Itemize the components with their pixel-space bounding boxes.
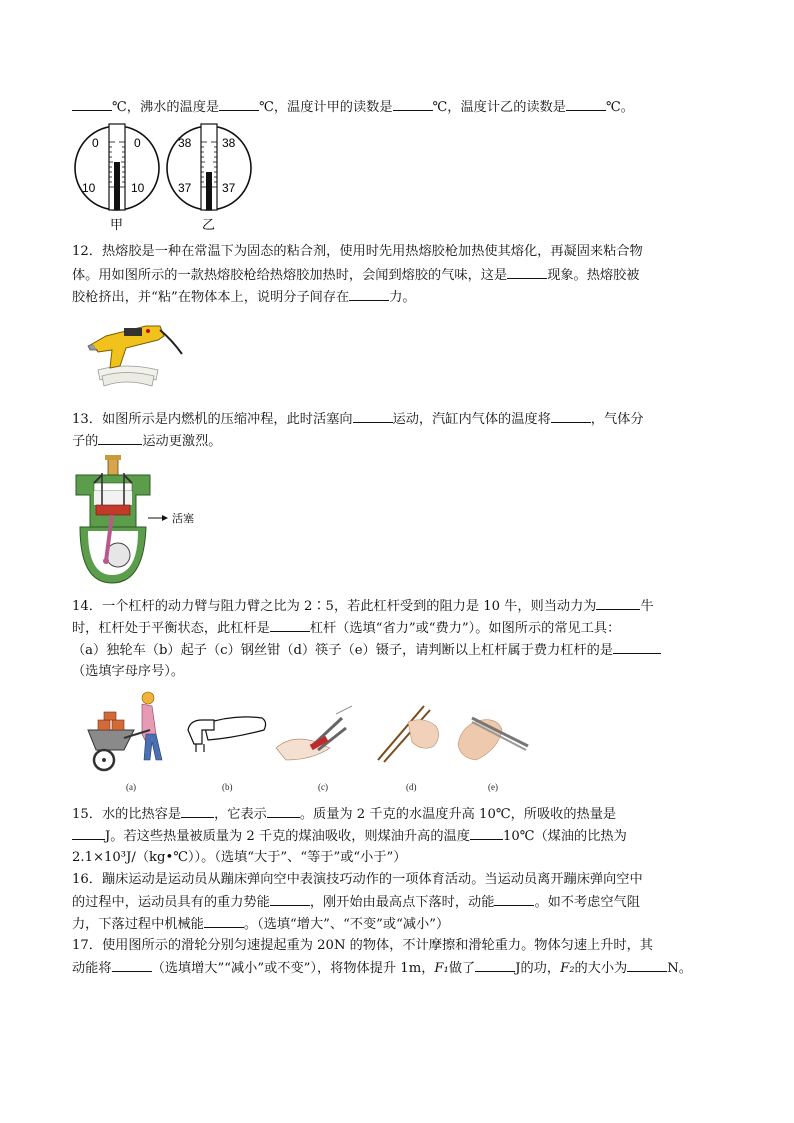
answer-blank[interactable]: [353, 410, 393, 423]
answer-blank[interactable]: [596, 597, 640, 610]
thermometer-jia: [75, 124, 159, 233]
caption-d: (d): [406, 782, 417, 792]
caption-e: (e): [488, 782, 498, 792]
chopsticks-figure: [374, 702, 444, 764]
answer-blank[interactable]: [270, 619, 310, 632]
q12-line2: 体。用如图所示的一款热熔胶枪给热熔胶加热时，会闻到熔胶的气味，这是 现象。热熔胶被: [72, 268, 640, 283]
glue-gun-figure: [86, 314, 186, 388]
answer-blank[interactable]: [181, 805, 214, 818]
q12-line3: 胶枪挤出，并“粘”在物体本上，说明分子间存在 力。: [72, 290, 416, 305]
q16-line1: 16．蹦床运动是运动员从蹦床弹向空中表演技巧动作的一项体育活动。当运动员离开蹦床弹向空中: [72, 872, 643, 887]
q15-line1: 15．水的比热容是 ，它表示 。质量为 2 千克的水温度升高 10℃，所吸收的热量是: [72, 807, 617, 822]
answer-blank[interactable]: [475, 959, 515, 972]
caption-b: (b): [222, 782, 233, 792]
bottle-opener-figure: [184, 710, 268, 760]
yi-label: 乙: [202, 218, 216, 233]
jia-top-left: 0: [92, 136, 99, 150]
q15-line3: 2.1×10³J/（kg•℃））。（选填“大于”、“等于”或“小于”）: [72, 850, 407, 865]
q17-line2: 动能将 （选填增大”“减小”或不变”），将物体提升 1m，F₁做了 J的功，F₂的大小为 N。: [72, 961, 692, 976]
jia-bottom-right: 10: [131, 181, 145, 195]
q14-line3: （a）独轮车（b）起子（c）钢丝钳（d）筷子（e）镊子，请判断以上杠杆属于费力杠杆的是: [72, 641, 661, 660]
q15-line2: J。若这些热量被质量为 2 千克的煤油吸收，则煤油升高的温度 10℃（煤油的比热为: [72, 827, 627, 846]
wheelbarrow-figure: [84, 690, 184, 775]
jia-bottom-left: 10: [82, 181, 96, 195]
yi-bottom-left: 37: [178, 181, 192, 195]
yi-top-right: 38: [222, 136, 236, 150]
tweezers-figure: [452, 700, 532, 764]
answer-blank[interactable]: [270, 893, 310, 906]
answer-blank[interactable]: [219, 98, 259, 111]
answer-blank[interactable]: [349, 288, 389, 301]
jia-top-right: 0: [134, 136, 141, 150]
q17-line1: 17．使用图所示的滑轮分别匀速提起重为 20N 的物体，不计摩擦和滑轮重力。物体匀速上升时，其: [72, 938, 653, 953]
q14-line1: 14．一个杠杆的动力臂与阻力臂之比为 2∶5，若此杠杆受到的阻力是 10 牛，则当动力为 牛: [72, 599, 654, 614]
answer-blank[interactable]: [98, 432, 142, 445]
thermometers-figure: [72, 120, 252, 235]
answer-blank[interactable]: [613, 641, 661, 654]
q14-line2: 时，杠杆处于平衡状态，此杠杆是 杠杆（选填“省力”或“费力”）。如图所示的常见工具：: [72, 621, 621, 636]
answer-blank[interactable]: [566, 98, 606, 111]
answer-blank[interactable]: [267, 805, 300, 818]
answer-blank[interactable]: [72, 98, 112, 111]
answer-blank[interactable]: [470, 827, 503, 840]
piston-label: 活塞: [172, 512, 194, 525]
caption-a: (a): [126, 782, 136, 792]
q13-line1: 13．如图所示是内燃机的压缩冲程，此时活塞向 运动，汽缸内气体的温度将 ，气体分: [72, 412, 644, 427]
q16-line2: 的过程中，运动员具有的重力势能 ，刚开始由最高点下落时，动能 。如不考虑空气阻: [72, 895, 640, 910]
q11-line1: ℃，沸水的温度是 ℃，温度计甲的读数是 ℃，温度计乙的读数是 ℃。: [72, 98, 634, 117]
q13-line2: 子的 运动更激烈。: [72, 434, 222, 449]
answer-blank[interactable]: [627, 959, 667, 972]
q12-line1: 12．热熔胶是一种在常温下为固态的粘合剂，使用时先用热熔胶枪加热使其熔化，再凝固来粘合物: [72, 244, 643, 259]
pliers-figure: [272, 704, 362, 764]
yi-bottom-right: 37: [222, 181, 236, 195]
answer-blank[interactable]: [112, 959, 152, 972]
answer-blank[interactable]: [393, 98, 433, 111]
jia-label: 甲: [110, 218, 124, 233]
answer-blank[interactable]: [507, 266, 547, 279]
answer-blank[interactable]: [494, 893, 534, 906]
q16-line3: 力，下落过程中机械能 。（选填“增大”、“不变”或“减小”）: [72, 917, 450, 932]
caption-c: (c): [318, 782, 328, 792]
answer-blank[interactable]: [551, 410, 591, 423]
answer-blank[interactable]: [204, 915, 244, 928]
thermometer-yi: [167, 124, 251, 233]
yi-top-left: 38: [178, 136, 192, 150]
engine-figure: [72, 455, 212, 587]
answer-blank[interactable]: [72, 827, 105, 840]
q14-line4: （选填字母序号）。: [72, 664, 185, 679]
